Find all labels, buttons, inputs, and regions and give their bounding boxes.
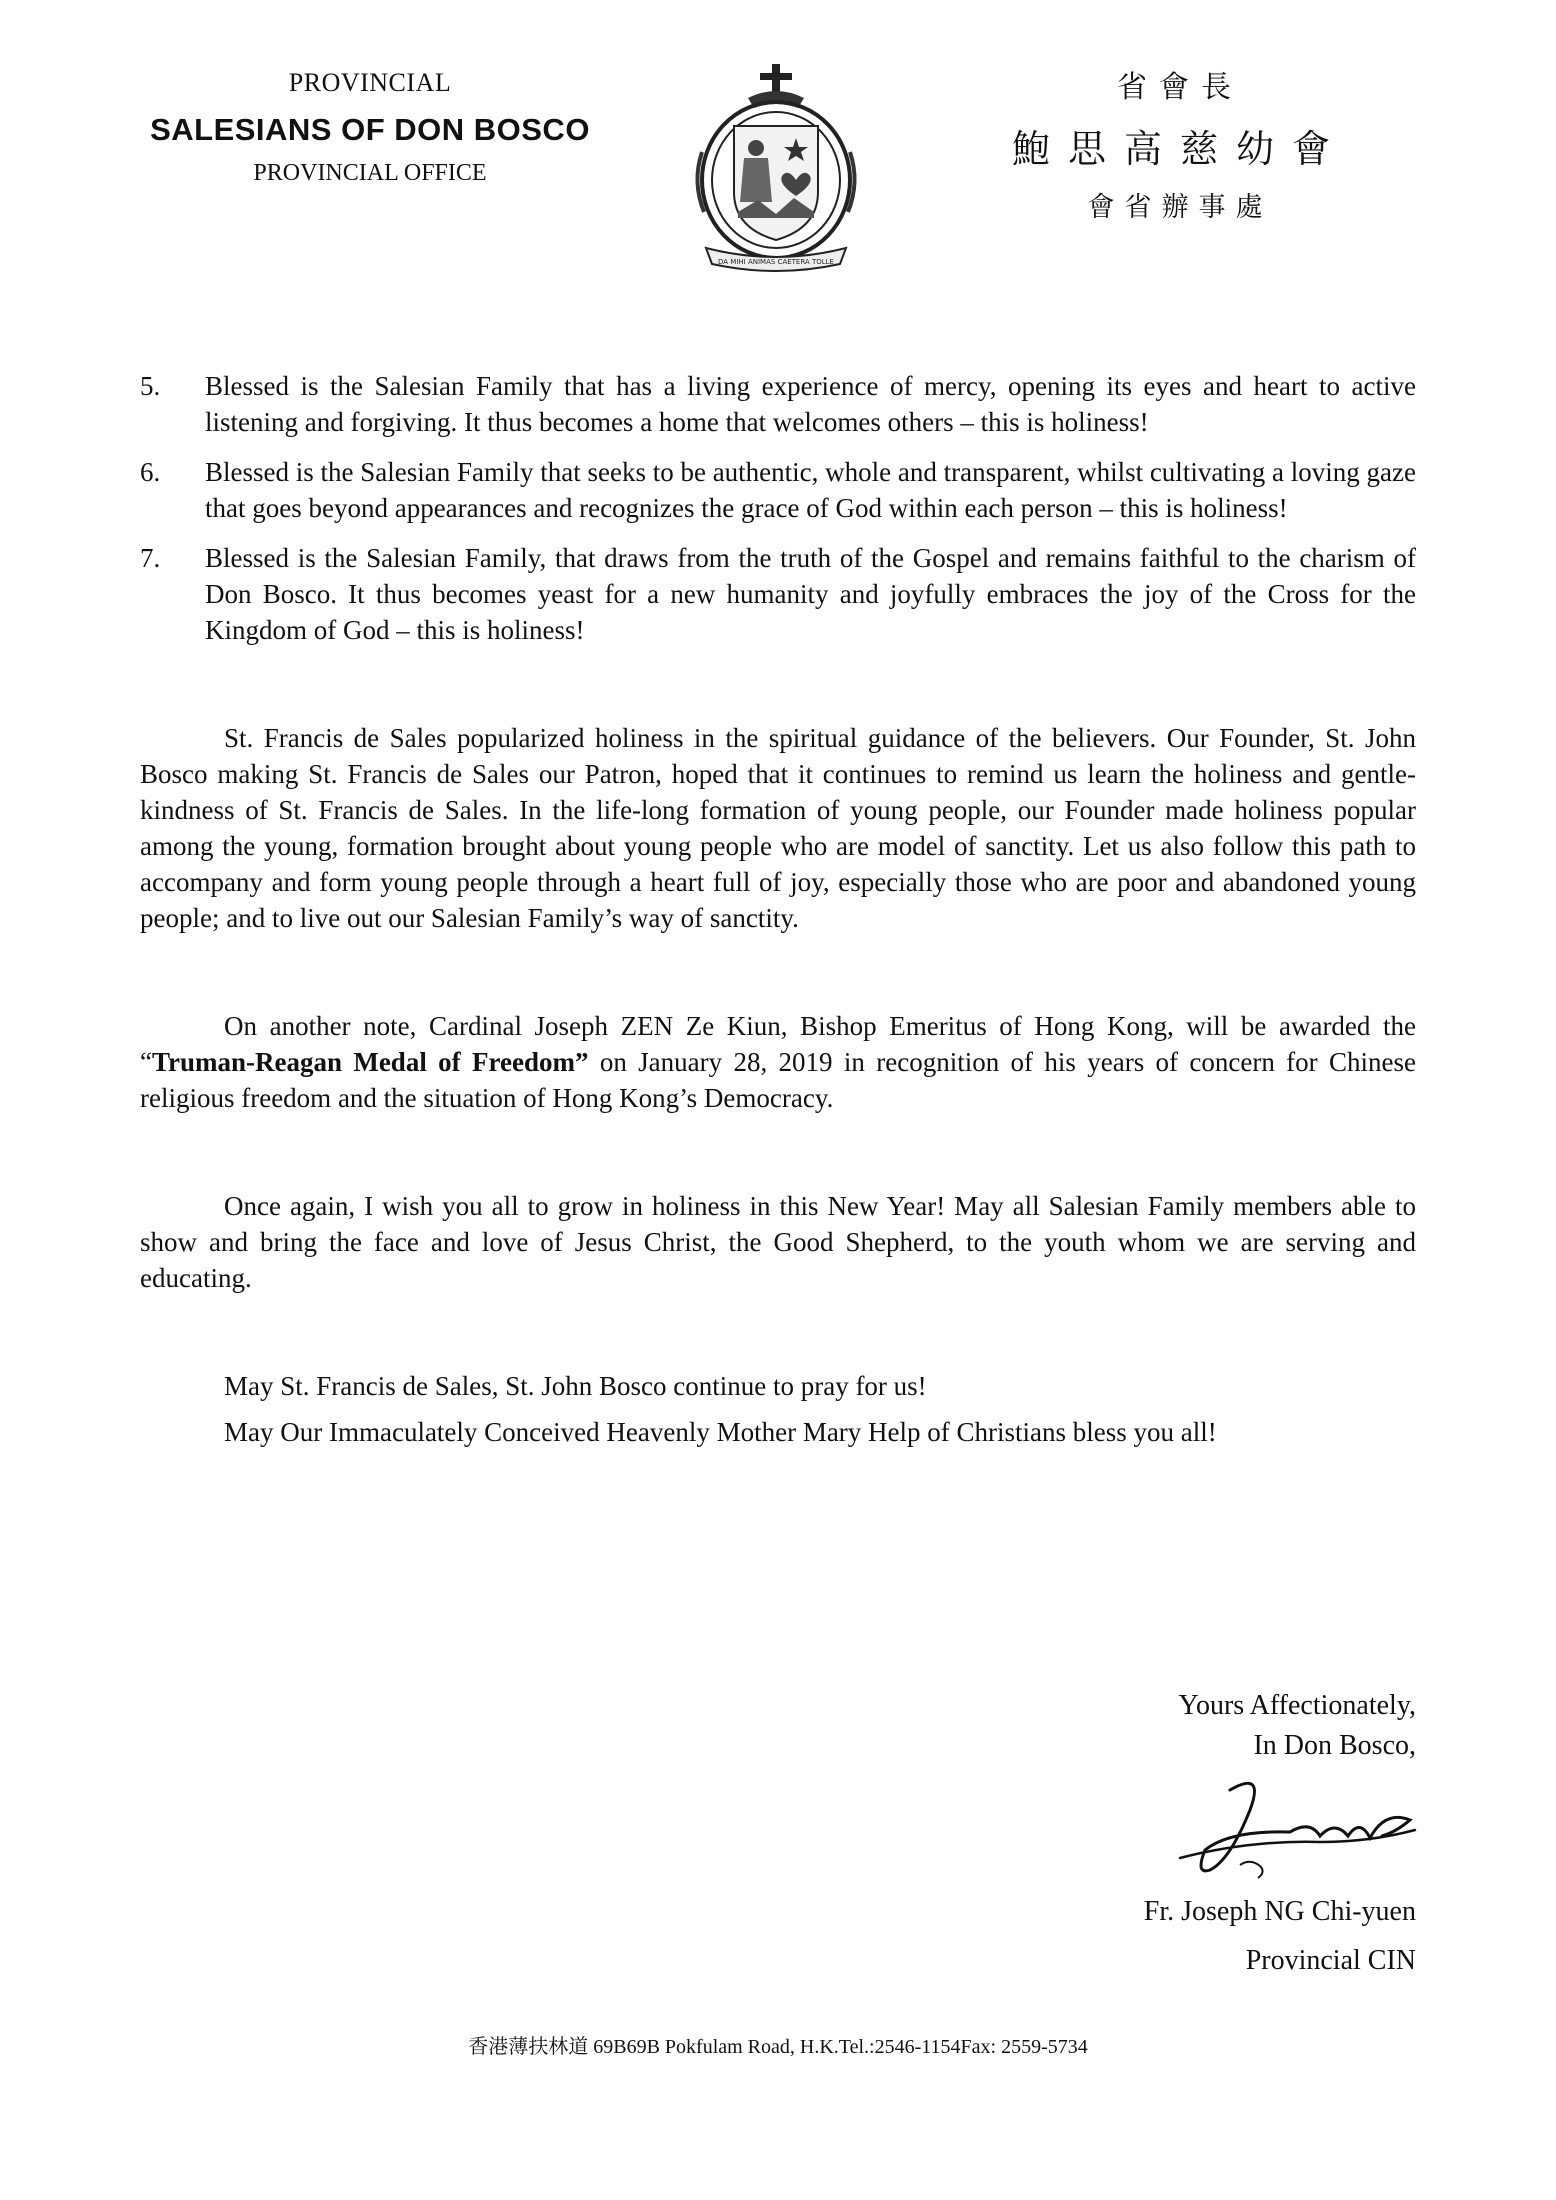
closing-block (1016, 1686, 1416, 1766)
letterhead-right (990, 62, 1370, 224)
footer-address: 香港薄扶林道 69B69B Pokfulam Road, H.K.Tel.:2546-1154Fax: 2559-5734 (468, 2036, 1088, 2058)
chinese-organization-name: 鮑思高慈幼會 (1011, 127, 1348, 171)
signatory-name: Fr. Joseph NG Chi-yuen (1143, 1896, 1416, 1927)
signatory-title: Provincial CIN (1245, 1945, 1416, 1976)
salesian-crest-logo (688, 62, 864, 280)
list-text: Blessed is the Salesian Family that has a living experience of mercy, opening its eyes and heart to active listening and forgiving. It thus becomes a home that welcomes others – this is holiness! (205, 371, 1416, 437)
prayer-lines (140, 1368, 1416, 1450)
list-item (140, 454, 1416, 526)
list-text: Blessed is the Salesian Family, that draws from the truth of the Gospel and remains faithful to the charism of Don Bosco. It thus becomes yeast for a new humanity and joyfully embraces the joy of the Cross for the Kingdom of God – this is holiness! (205, 543, 1416, 645)
list-number: 5. (140, 371, 161, 401)
paragraph-francis-de-sales: St. Francis de Sales popularized holiness in the spiritual guidance of the believers. Our Founder, St. John Bosco making St. Francis de Sales our Patron, hoped that it continues to remind us learn the holiness and gentle-kindness of St. Francis de Sales. In the life-long formation of young people, our Founder made holiness popular among the young, formation brought about young people who are model of sanctity. Let us also follow this path to accompany and form young people through a heart full of joy, especially those who are poor and abandoned young people; and to live out our Salesian Family’s way of sanctity. (140, 723, 1416, 933)
prayer-line: May St. Francis de Sales, St. John Bosco continue to pray for us! (224, 1371, 927, 1401)
office-label: PROVINCIAL OFFICE (253, 160, 487, 186)
closing-in-don-bosco: In Don Bosco, (1253, 1730, 1416, 1761)
medal-name: Truman-Reagan Medal of Freedom” (151, 1047, 589, 1077)
chinese-provincial-label: 省會長 (1117, 70, 1243, 105)
paragraph-cardinal-zen (140, 1008, 1416, 1116)
prayer-line: May Our Immaculately Conceived Heavenly Mother Mary Help of Christians bless you all! (224, 1417, 1217, 1447)
handwritten-signature (1170, 1770, 1420, 1900)
paragraph-text: on January 28, 2019 in recognition of his years of concern for Chinese religious freedom and the situation of Hong Kong’s Democracy. (140, 1047, 1416, 1113)
list-number: 7. (140, 543, 161, 573)
closing-salutation: Yours Affectionately, (1178, 1690, 1416, 1721)
provincial-label: PROVINCIAL (288, 68, 452, 97)
letterhead-left (100, 68, 640, 187)
crest-motto: DA MIHI ANIMAS CAETERA TOLLE (718, 258, 834, 266)
list-text: Blessed is the Salesian Family that seeks to be authentic, whole and transparent, whilst cultivating a loving gaze that goes beyond appearances and recognizes the grace of God within each person – this is holiness! (205, 457, 1416, 523)
letter-body (140, 368, 1416, 1460)
chinese-office-label: 會省辦事處 (1087, 192, 1273, 223)
organization-name: SALESIANS OF DON BOSCO (150, 112, 590, 147)
list-item (140, 368, 1416, 440)
paragraph-new-year-wish: Once again, I wish you all to grow in holiness in this New Year! May all Salesian Family members able to show and bring the face and love of Jesus Christ, the Good Shepherd, to the youth whom we are serving and educating. (140, 1191, 1416, 1293)
list-item (140, 540, 1416, 648)
list-number: 6. (140, 457, 161, 487)
paragraph-text: On another note, Cardinal Joseph ZEN Ze Kiun, Bishop Emeritus of Hong Kong, will be awarded the “ (140, 1011, 1416, 1077)
